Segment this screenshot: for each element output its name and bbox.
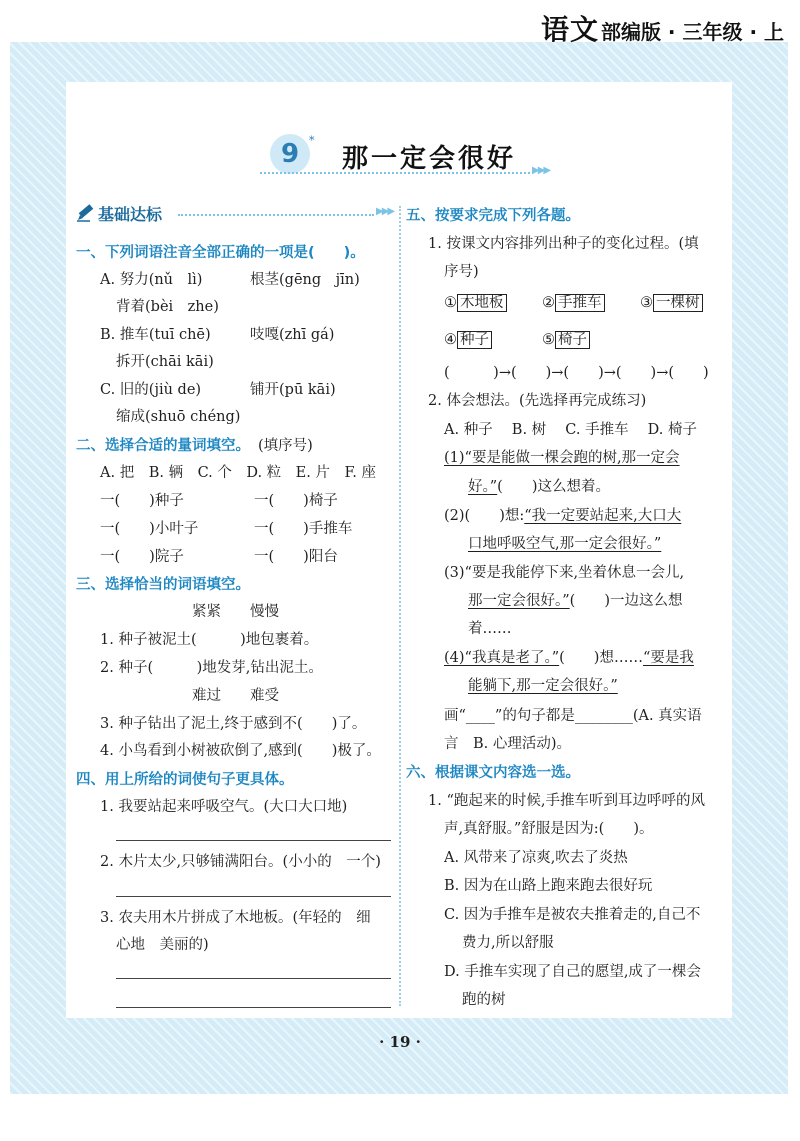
q6-heading: 六、根据课文内容选一选。 <box>406 765 580 781</box>
q5-line-3a: (3)“要是我能停下来,坐着休息一会儿, <box>444 565 685 581</box>
q5-line-3b[interactable] <box>468 591 683 611</box>
q5-line-2a[interactable] <box>444 506 681 526</box>
q5-prompt-1b: 序号) <box>444 264 479 280</box>
q5-line-2c-text: 口地呼吸空气,那一定会很好。” <box>468 536 662 552</box>
q5-item-5-number: ⑤ <box>542 332 555 348</box>
q3-sentence-2[interactable]: 2. 种子( )地发芽,钻出泥土。 <box>100 660 323 676</box>
q2-blank-4[interactable]: 一( )手推车 <box>254 521 353 537</box>
page-number: · 19 · <box>379 1033 421 1051</box>
q5-line-1b-quote: 好。” <box>468 479 498 495</box>
q5-line-3b-quote: 那一定会很好。” <box>468 593 570 609</box>
q4-sentence-1: 1. 我要站起来呼吸空气。(大口大口地) <box>100 799 348 815</box>
q2-heading: 二、选择合适的量词填空。 <box>76 438 250 454</box>
q4-sentence-3a: 3. 农夫用木片拼成了木地板。(年轻的 细 <box>100 910 371 926</box>
q5-line-2c <box>468 534 661 554</box>
q5-item-3-number: ③ <box>640 295 653 311</box>
q2-blank-6[interactable]: 一( )阳台 <box>254 549 338 565</box>
q2-note: (填序号) <box>258 438 313 454</box>
q5-line-4a-blank[interactable]: ( )想…… <box>559 650 643 666</box>
lesson-number-badge: 9 <box>270 134 310 174</box>
q1-option-c-1: C. 旧的(jiù de) <box>100 382 202 398</box>
q5-item-4-number: ④ <box>444 332 457 348</box>
q5-order-blanks[interactable]: ( )→( )→( )→( )→( ) <box>444 365 709 381</box>
q5-line-2a-quote: “我一定要站起来,大口大 <box>524 508 682 524</box>
q5-line-3b-blank[interactable]: ( )一边这么想 <box>569 593 683 609</box>
q4-answer-line-1[interactable] <box>116 840 391 841</box>
title-underline <box>260 172 530 174</box>
q3-sentence-3[interactable]: 3. 种子钻出了泥土,终于感到不( )了。 <box>100 716 367 732</box>
q3-sentence-1[interactable]: 1. 种子被泥土( )地包裹着。 <box>100 632 319 648</box>
q5-line-4a-quote: (4)“我真是老了。” <box>444 650 560 666</box>
q1-option-b-2: 吱嘎(zhī gá) <box>250 327 335 343</box>
q6-option-d1[interactable]: D. 手推车实现了自己的愿望,成了一棵会 <box>444 964 701 980</box>
q5-line-1a <box>444 448 680 468</box>
q2-blank-2[interactable]: 一( )椅子 <box>254 493 338 509</box>
q5-line-1a-text: (1)“要是能做一棵会跑的树,那一定会 <box>444 450 680 466</box>
q5-item-2 <box>542 293 605 313</box>
q4-heading: 四、用上所给的词使句子更具体。 <box>76 772 294 788</box>
q1-option-b-3: 拆开(chāi kāi) <box>116 354 214 370</box>
section-banner <box>76 200 394 226</box>
q6-option-c1[interactable]: C. 因为手推车是被农夫推着走的,自己不 <box>444 907 701 923</box>
q5-item-1-label: 木地板 <box>457 294 507 312</box>
q5-item-5 <box>542 330 590 350</box>
q5-line-4a[interactable] <box>444 648 694 668</box>
q5-prompt-1a: 1. 按课文内容排列出种子的变化过程。(填 <box>428 236 699 252</box>
q2-blank-1[interactable]: 一( )种子 <box>100 493 184 509</box>
q6-question-1a: 1. “跑起来的时候,手推车听到耳边呼呼的风 <box>428 793 705 809</box>
q5-item-1-number: ① <box>444 295 457 311</box>
q4-answer-line-4[interactable] <box>116 1007 391 1008</box>
q2-blank-3[interactable]: 一( )小叶子 <box>100 521 199 537</box>
q6-option-d2: 跑的树 <box>462 992 506 1008</box>
q5-item-5-label: 椅子 <box>555 331 590 349</box>
q5-summary-2: 言 B. 心理活动)。 <box>444 736 572 752</box>
q6-option-a[interactable]: A. 风带来了凉爽,吹去了炎热 <box>444 850 628 866</box>
q1-heading: 一、下列词语注音全部正确的一项是( )。 <box>76 245 365 261</box>
q5-line-2a-blank[interactable]: (2)( )想: <box>444 508 525 524</box>
brand-edition: 部编版 · 三年级 · 上 <box>600 20 784 44</box>
q5-prompt-2: 2. 体会想法。(先选择再完成练习) <box>428 393 647 409</box>
q5-item-3 <box>640 293 703 313</box>
q1-option-c-2: 铺开(pū kāi) <box>250 382 336 398</box>
q5-item-3-label: 一棵树 <box>653 294 703 312</box>
q1-option-a-3: 背着(bèi zhe) <box>116 299 219 315</box>
q5-line-1b[interactable] <box>468 477 610 497</box>
q5-line-4d-text: 能躺下,那一定会很好。” <box>468 678 618 694</box>
q2-blank-5[interactable]: 一( )院子 <box>100 549 184 565</box>
lesson-star-mark: * <box>309 134 315 147</box>
q6-option-c2: 费力,所以舒服 <box>462 935 554 951</box>
lesson-title-text: 那一定会很好 <box>342 144 517 174</box>
brand-subject: 语文 <box>540 13 599 46</box>
q3-sentence-4[interactable]: 4. 小鸟看到小树被砍倒了,感到( )极了。 <box>100 743 381 759</box>
banner-dotted-line <box>178 214 374 216</box>
q5-heading: 五、按要求完成下列各题。 <box>406 208 580 224</box>
q5-line-3d: 着…… <box>468 621 512 637</box>
q5-item-2-number: ② <box>542 295 555 311</box>
banner-arrow-icon: ▶▶▶ <box>376 206 394 217</box>
column-divider <box>399 206 401 1006</box>
q5-line-4d <box>468 676 618 696</box>
q3-word-choices-1: 紧紧 慢慢 <box>192 604 279 620</box>
q5-line-1b-blank[interactable]: ( )这么想着。 <box>497 479 610 495</box>
q5-item-2-label: 手推车 <box>555 294 605 312</box>
q5-item-1 <box>444 293 507 313</box>
q4-answer-line-2[interactable] <box>116 896 391 897</box>
q1-option-a-2: 根茎(gēng jīn) <box>250 272 360 288</box>
q6-option-b[interactable]: B. 因为在山路上跑来跑去很好玩 <box>444 878 653 894</box>
q5-item-4 <box>444 330 492 350</box>
lesson-title <box>270 134 560 184</box>
q1-option-b-1: B. 推车(tuī chē) <box>100 327 211 343</box>
q4-answer-line-3[interactable] <box>116 978 391 979</box>
pencil-icon <box>76 200 98 222</box>
q1-option-c-3: 缩成(shuō chéng) <box>116 409 241 425</box>
q1-option-a-1: A. 努力(nǔ lì) <box>100 272 203 288</box>
q6-question-1b[interactable]: 声,真舒服。”舒服是因为:( )。 <box>444 821 654 837</box>
section-banner-label: 基础达标 <box>98 205 163 224</box>
q5-line-4a-tail: “要是我 <box>642 650 694 666</box>
q2-options: A. 把 B. 辆 C. 个 D. 粒 E. 片 F. 座 <box>100 465 377 481</box>
q4-sentence-3b: 心地 美丽的) <box>116 937 209 953</box>
textbook-brand <box>540 8 784 46</box>
q5-prompt-2-options: A. 种子 B. 树 C. 手推车 D. 椅子 <box>444 422 698 438</box>
title-arrow-icon: ▶▶▶ <box>532 165 550 176</box>
q3-word-choices-2: 难过 难受 <box>192 688 279 704</box>
q4-sentence-2: 2. 木片太少,只够铺满阳台。(小小的 一个) <box>100 854 381 870</box>
q5-summary-1[interactable]: 画“____”的句子都是________(A. 真实语 <box>444 708 702 724</box>
q5-item-4-label: 种子 <box>457 331 492 349</box>
q3-heading: 三、选择恰当的词语填空。 <box>76 577 250 593</box>
